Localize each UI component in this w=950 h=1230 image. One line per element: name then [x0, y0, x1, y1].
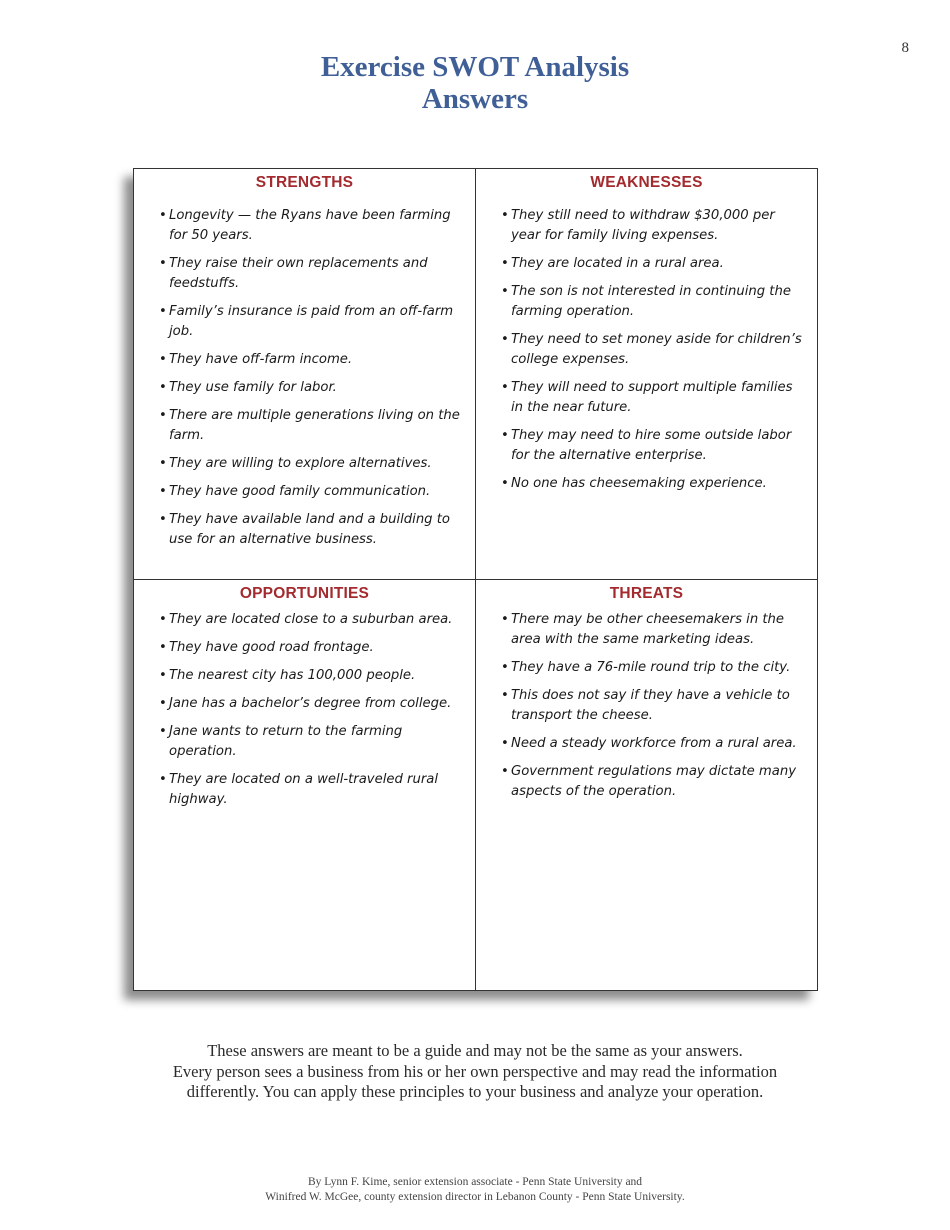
list-item: • They have good road frontage. — [159, 638, 461, 658]
list-item: • They will need to support multiple families in the near future. — [501, 378, 803, 418]
guide-line-1: These answers are meant to be a guide and may not be the same as your answers. — [207, 1041, 743, 1060]
guide-paragraph — [0, 1041, 950, 1103]
list-item: • They raise their own replacements and feedstuffs. — [159, 254, 461, 294]
list-item: • Jane wants to return to the farming operation. — [159, 722, 461, 762]
list-item: • They use family for labor. — [159, 378, 461, 398]
opportunities-list — [159, 610, 461, 810]
list-item: • They are located close to a suburban area. — [159, 610, 461, 630]
list-item: • They have a 76-mile round trip to the city. — [501, 658, 803, 678]
strengths-list — [159, 206, 461, 550]
title-line-2: Answers — [421, 83, 529, 115]
list-item: • There are multiple generations living on the farm. — [159, 406, 461, 446]
list-item: • There may be other cheesemakers in the area with the same marketing ideas. — [501, 610, 803, 650]
weaknesses-list — [501, 206, 803, 494]
list-item: • They may need to hire some outside labor for the alternative enterprise. — [501, 426, 803, 466]
author-credits — [0, 1175, 950, 1205]
list-item: • Longevity — the Ryans have been farming for 50 years. — [159, 206, 461, 246]
title-line-1: Exercise SWOT Analysis — [320, 51, 630, 83]
guide-line-2: Every person sees a business from his or her own perspective and may read the information — [172, 1061, 778, 1081]
list-item: • This does not say if they have a vehicle to transport the cheese. — [501, 686, 803, 726]
credits-line-2: Winifred W. McGee, county extension director in Lebanon County - Penn State University. — [265, 1191, 685, 1203]
list-item: • They have good family communication. — [159, 482, 461, 502]
list-item: • The son is not interested in continuing the farming operation. — [501, 282, 803, 322]
page-title — [0, 51, 950, 115]
opportunities-heading: OPPORTUNITIES — [239, 585, 370, 602]
list-item: • They have off-farm income. — [159, 350, 461, 370]
threats-list — [501, 610, 803, 802]
list-item: • They have available land and a building to use for an alternative business. — [159, 510, 461, 550]
opportunities-quadrant — [134, 580, 476, 990]
guide-line-3: differently. You can apply these principles to your business and analyze your operation. — [186, 1082, 764, 1101]
strengths-heading: STRENGTHS — [255, 174, 354, 191]
list-item: • Jane has a bachelor’s degree from college. — [159, 694, 461, 714]
list-item: • No one has cheesemaking experience. — [501, 474, 803, 494]
list-item: • They need to set money aside for children’s college expenses. — [501, 330, 803, 370]
threats-quadrant — [476, 580, 817, 990]
page-number: 8 — [901, 40, 909, 56]
list-item: • Government regulations may dictate many aspects of the operation. — [501, 762, 803, 802]
list-item: • Family’s insurance is paid from an off-farm job. — [159, 302, 461, 342]
list-item: • They are located on a well-traveled rural highway. — [159, 770, 461, 810]
list-item: • They still need to withdraw $30,000 per year for family living expenses. — [501, 206, 803, 246]
threats-heading: THREATS — [609, 585, 684, 602]
list-item: • Need a steady workforce from a rural area. — [501, 734, 803, 754]
list-item: • The nearest city has 100,000 people. — [159, 666, 461, 686]
strengths-quadrant — [134, 169, 476, 580]
weaknesses-quadrant — [476, 169, 817, 580]
weaknesses-heading: WEAKNESSES — [590, 174, 703, 191]
list-item: • They are willing to explore alternatives. — [159, 454, 461, 474]
swot-table — [133, 168, 818, 991]
credits-line-1: By Lynn F. Kime, senior extension associate - Penn State University and — [307, 1176, 643, 1188]
list-item: • They are located in a rural area. — [501, 254, 803, 274]
swot-grid — [133, 168, 818, 991]
